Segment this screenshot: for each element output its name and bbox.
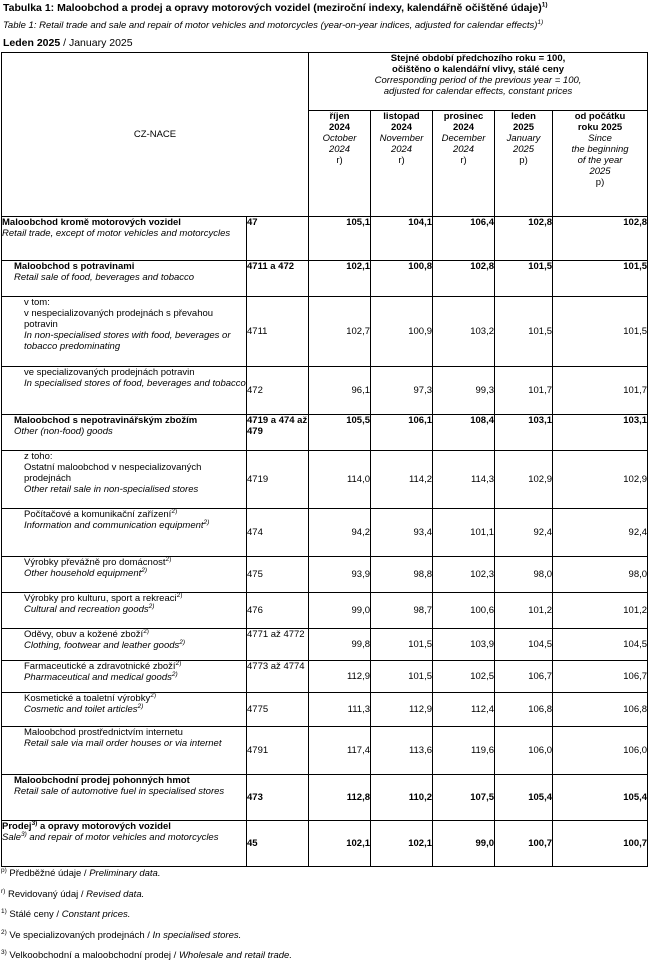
column-header-jan: leden 2025 January 2025 p) (495, 111, 553, 217)
value-cell: 102,9 (495, 451, 553, 509)
row-label-cs: Kosmetické a toaletní výrobky (24, 693, 151, 704)
value-cell: 102,1 (371, 821, 433, 867)
footnote: $^{2)}$ Ve specializovaných prodejnách / In specialised stores. (1, 928, 242, 941)
value-cell: 102,7 (309, 297, 371, 367)
value-cell: 100,8 (371, 261, 433, 297)
row-label-cs: Oděvy, obuv a kožené zboží (24, 629, 144, 640)
value-cell: 92,4 (553, 509, 648, 557)
row-label-cs: Počítačové a komunikační zařízení (24, 509, 172, 520)
row-code: 4773 až 4774 (247, 661, 305, 672)
value-cell: 106,8 (553, 693, 648, 727)
value-cell: 101,1 (433, 509, 495, 557)
row-label-en: Cosmetic and toilet articles (24, 704, 138, 715)
value-cell: 114,0 (309, 451, 371, 509)
value-cell: 99,8 (309, 629, 371, 661)
table-row (2, 261, 648, 297)
cznace-header: CZ-NACE (2, 53, 309, 217)
value-cell: 110,2 (371, 775, 433, 821)
row-code: 4711 (247, 326, 268, 337)
table-row (2, 367, 648, 415)
row-label-cs: v nespecializovaných prodejnách s převahou potravin (24, 308, 214, 330)
value-cell: 99,0 (433, 821, 495, 867)
row-label-en: In non-specialised stores with food, beverages or tobacco predominating (24, 330, 231, 352)
footnote: $^{r)}$ Revidovaný údaj / Revised data. (1, 887, 145, 900)
row-code: 4791 (247, 745, 269, 756)
value-cell: 99,0 (309, 593, 371, 629)
value-cell: 93,4 (371, 509, 433, 557)
row-label-cs: Prodej (2, 821, 32, 832)
row-label-en: Other (non-food) goods (14, 426, 113, 437)
value-cell: 101,7 (495, 367, 553, 415)
row-code: 475 (247, 569, 263, 580)
row-label-cs: ve specializovaných prodejnách potravin (24, 367, 195, 378)
row-code: 473 (247, 792, 263, 803)
row-label-en: In specialised stores of food, beverages and tobacco (24, 378, 246, 389)
group-header: Stejné období předchozího roku = 100, očištěno o kalendářní vlivy, stálé ceny Corresponding period of the previous year = 100, adjusted for calendar effects, constant prices (309, 53, 648, 111)
row-prefix: z toho: (24, 451, 53, 462)
value-cell: 100,7 (553, 821, 648, 867)
value-cell: 106,1 (371, 415, 433, 451)
footnotes (1, 864, 646, 967)
value-cell: 102,9 (553, 451, 648, 509)
value-cell: 92,4 (495, 509, 553, 557)
row-label-cs: Maloobchod s potravinami (14, 261, 135, 272)
row-label-en: Other retail sale in non-specialised stores (24, 484, 199, 495)
value-cell: 101,2 (553, 593, 648, 629)
value-cell: 112,9 (309, 661, 371, 693)
value-cell: 107,5 (433, 775, 495, 821)
table-row: Oděvy, obuv a kožené zboží$^{2)}$ Clothing, footwear and leather goods$^{2)}$ 4771 až 4772 99,8 101,5 103,9 104,5 104,5 (2, 629, 648, 661)
value-cell: 101,7 (553, 367, 648, 415)
value-cell: 113,6 (371, 727, 433, 775)
footnote: $^{3)}$ Velkoobchodní a maloobchodní prodej / Wholesale and retail trade. (1, 949, 292, 962)
footnote: $^{1)}$ Stálé ceny / Constant prices. (1, 908, 131, 921)
row-label-cs: Maloobchod kromě motorových vozidel (2, 217, 181, 228)
value-cell: 114,2 (371, 451, 433, 509)
row-label-cs: Výrobky převážně pro domácnost (24, 557, 166, 568)
value-cell: 102,8 (433, 261, 495, 297)
column-header-oct: říjen 2024 October 2024 r) (309, 111, 371, 217)
value-cell: 93,9 (309, 557, 371, 593)
table-row (2, 217, 648, 261)
table-row: Výrobky pro kulturu, sport a rekreaci$^{2)}$ Cultural and recreation goods$^{2)}$ 476 99,0 98,7 100,6 101,2 101,2 (2, 593, 648, 629)
table-row (2, 451, 648, 509)
value-cell: 103,9 (433, 629, 495, 661)
value-cell: 101,5 (495, 297, 553, 367)
value-cell: 97,3 (371, 367, 433, 415)
value-cell: 106,7 (553, 661, 648, 693)
row-code: 4771 až 4772 (247, 629, 305, 640)
row-prefix: v tom: (24, 297, 50, 308)
row-label-en: Information and communication equipment (24, 520, 204, 531)
table-row: Počítačové a komunikační zařízení$^{2)}$ Information and communication equipment$^{2)}$ 474 94,2 93,4 101,1 92,4 92,4 (2, 509, 648, 557)
value-cell: 101,5 (371, 629, 433, 661)
value-cell: 101,5 (495, 261, 553, 297)
row-label-en: Retail trade, except of motor vehicles and motorcycles (2, 228, 231, 239)
row-label-en: Cultural and recreation goods (24, 604, 149, 615)
row-code: 45 (247, 838, 258, 849)
value-cell: 105,1 (309, 217, 371, 261)
value-cell: 102,1 (309, 261, 371, 297)
value-cell: 99,3 (433, 367, 495, 415)
row-code: 472 (247, 385, 263, 396)
value-cell: 104,1 (371, 217, 433, 261)
value-cell: 111,3 (309, 693, 371, 727)
table-row: Kosmetické a toaletní výrobky$^{2)}$ Cosmetic and toilet articles$^{2)}$ 4775 111,3 112,9 112,4 106,8 106,8 (2, 693, 648, 727)
value-cell: 102,3 (433, 557, 495, 593)
row-label-en: Retail sale of food, beverages and tobacco (14, 272, 195, 283)
table-subtitle: Table 1: Retail trade and sale and repair of motor vehicles and motorcycles (year-on-year indices, adjusted for calendar effects)$^{1)}$ (3, 18, 544, 31)
value-cell: 100,7 (495, 821, 553, 867)
table-row (2, 415, 648, 451)
row-label-cs: Výrobky pro kulturu, sport a rekreaci (24, 593, 177, 604)
value-cell: 101,5 (371, 661, 433, 693)
row-code: 4719 a 474 až 479 (247, 415, 308, 437)
row-code: 4711 a 472 (247, 261, 295, 272)
table-row (2, 775, 648, 821)
row-label-en: Retail sale via mail order houses or via internet (24, 738, 222, 749)
value-cell: 94,2 (309, 509, 371, 557)
value-cell: 112,4 (433, 693, 495, 727)
value-cell: 98,8 (371, 557, 433, 593)
value-cell: 98,7 (371, 593, 433, 629)
row-label-en: Sale (2, 832, 22, 843)
row-label-cs: Maloobchodní prodej pohonných hmot (14, 775, 190, 786)
value-cell: 103,1 (495, 415, 553, 451)
value-cell: 103,2 (433, 297, 495, 367)
value-cell: 101,5 (553, 261, 648, 297)
column-header-nov: listopad 2024 November 2024 r) (371, 111, 433, 217)
value-cell: 112,8 (309, 775, 371, 821)
value-cell: 102,5 (433, 661, 495, 693)
value-cell: 114,3 (433, 451, 495, 509)
row-code: 4775 (247, 704, 269, 715)
column-header-dec: prosinec 2024 December 2024 r) (433, 111, 495, 217)
row-code: 476 (247, 605, 263, 616)
row-label-cs: Maloobchod prostřednictvím internetu (24, 727, 183, 738)
value-cell: 119,6 (433, 727, 495, 775)
value-cell: 112,9 (371, 693, 433, 727)
table-title: Tabulka 1: Maloobchod a prodej a opravy motorových vozidel (meziroční indexy, kalendářně očištěné údaje)$^{1)}$ (3, 1, 548, 14)
table-row: Výrobky převážně pro domácnost$^{2)}$ Other household equipment$^{2)}$ 475 93,9 98,8 102,3 98,0 98,0 (2, 557, 648, 593)
row-label-cs: Maloobchod s nepotravinářským zbožím (14, 415, 198, 426)
value-cell: 98,0 (495, 557, 553, 593)
value-cell: 106,0 (553, 727, 648, 775)
value-cell: 102,8 (553, 217, 648, 261)
value-cell: 117,4 (309, 727, 371, 775)
value-cell: 101,2 (495, 593, 553, 629)
value-cell: 100,9 (371, 297, 433, 367)
value-cell: 96,1 (309, 367, 371, 415)
value-cell: 101,5 (553, 297, 648, 367)
value-cell: 105,4 (495, 775, 553, 821)
row-label-cs: Farmaceutické a zdravotnické zboží (24, 661, 176, 672)
value-cell: 104,5 (495, 629, 553, 661)
value-cell: 105,5 (309, 415, 371, 451)
value-cell: 106,7 (495, 661, 553, 693)
period-label: Leden 2025 / January 2025 (3, 37, 133, 49)
footnote: $^{p)}$ Předběžné údaje / Preliminary data. (1, 866, 161, 879)
value-cell: 106,8 (495, 693, 553, 727)
row-label-cs: Ostatní maloobchod v nespecializovaných prodejnách (24, 462, 202, 484)
table-row (2, 727, 648, 775)
data-table (1, 52, 648, 867)
table-row: Farmaceutické a zdravotnické zboží$^{2)}$ Pharmaceutical and medical goods$^{2)}$ 4773 až 4774 112,9 101,5 102,5 106,7 106,7 (2, 661, 648, 693)
value-cell: 102,8 (495, 217, 553, 261)
row-code: 474 (247, 527, 263, 538)
row-label-en: Other household equipment (24, 568, 142, 579)
column-header-ytd: od počátku roku 2025 Since the beginning of the year 2025 p) (553, 111, 648, 217)
value-cell: 106,4 (433, 217, 495, 261)
row-code: 47 (247, 217, 258, 228)
value-cell: 98,0 (553, 557, 648, 593)
value-cell: 106,0 (495, 727, 553, 775)
row-code: 4719 (247, 474, 269, 485)
value-cell: 102,1 (309, 821, 371, 867)
value-cell: 105,4 (553, 775, 648, 821)
table-row (2, 297, 648, 367)
value-cell: 103,1 (553, 415, 648, 451)
value-cell: 108,4 (433, 415, 495, 451)
row-label-en: Pharmaceutical and medical goods (24, 672, 172, 683)
value-cell: 100,6 (433, 593, 495, 629)
row-label-en: Retail sale of automotive fuel in specialised stores (14, 786, 225, 797)
table-row: Prodej$^{3)}$ a opravy motorových vozidel Sale$^{3)}$ and repair of motor vehicles and motorcycles 45 102,1 102,1 99,0 100,7 100,7 (2, 821, 648, 867)
value-cell: 104,5 (553, 629, 648, 661)
row-label-en: Clothing, footwear and leather goods (24, 640, 180, 651)
